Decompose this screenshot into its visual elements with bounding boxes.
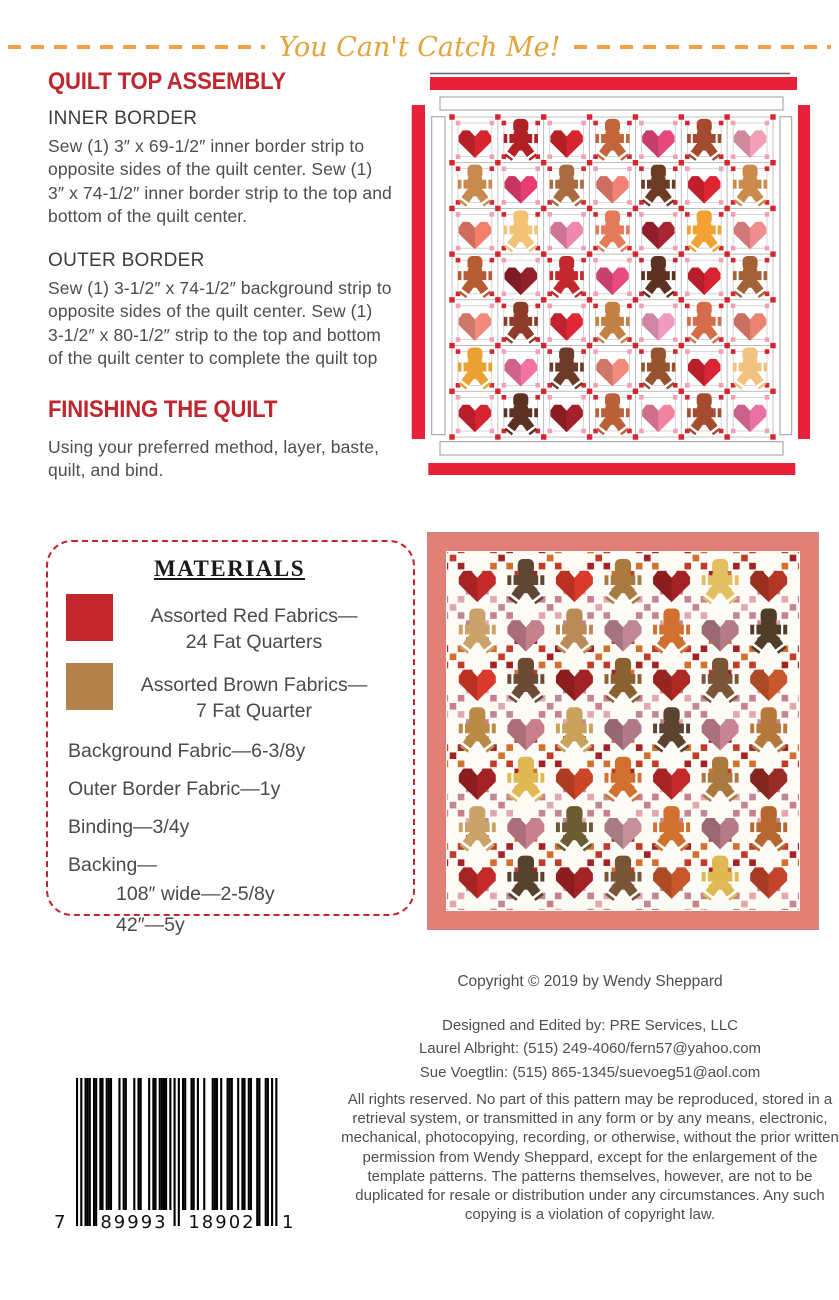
quilt-assembly-diagram [411, 72, 811, 476]
backing-label: Backing— [68, 853, 157, 876]
finishing-heading: FINISHING THE QUILT [48, 396, 278, 424]
materials-box [46, 540, 415, 937]
barcode-digit-right: 1 [282, 1212, 294, 1233]
materials-heading: MATERIALS [153, 556, 306, 581]
brown-fabric-swatch [66, 663, 113, 710]
dash-line-left [8, 45, 265, 49]
dash-line-right [574, 45, 831, 49]
materials-line-binding: Binding—3/4y [68, 815, 190, 838]
backing-sub-line-2: 42″—5y [116, 914, 185, 937]
header-rule [8, 30, 831, 64]
inner-border-heading: INNER BORDER [48, 108, 198, 129]
material-line1: Assorted Red Fabrics— [150, 605, 358, 627]
outer-border-body: Sew (1) 3-1/2″ x 74-1/2″ background strip to opposite sides of the quilt center. Sew (1) 3-1/2″ x 80-1/2″ strip to the top and bottom of the quilt center to complete the quilt top [48, 278, 392, 368]
credits-line-3: Sue Voegtlin: (515) 865-1345/suevoeg51@aol.com [419, 1063, 761, 1081]
material-item-text [151, 604, 358, 655]
copyright-line: Copyright © 2019 by Wendy Sheppard [457, 973, 723, 990]
barcode [52, 1076, 308, 1246]
quilt-photo [427, 532, 819, 930]
credits-line-2: Laurel Albright: (515) 249-4060/fern57@yahoo.com [418, 1040, 762, 1058]
pattern-title: You Can't Catch Me! [278, 31, 561, 63]
barcode-digit-group2: 18902 [188, 1212, 256, 1233]
backing-sub-line-1: 108″ wide—2-5/8y [116, 882, 275, 905]
assembly-section [48, 68, 393, 505]
inner-border-body: Sew (1) 3″ x 69-1/2″ inner border strip to opposite sides of the quilt center. Sew (1) 3″ x 74-1/2″ inner border strip to the top and bottom of the quilt center. [48, 136, 392, 226]
barcode-bars [52, 1076, 308, 1230]
material-line2: 7 Fat Quarter [196, 700, 312, 723]
material-item-red [64, 594, 395, 655]
materials-line-background: Background Fabric—6-3/8y [68, 739, 306, 762]
barcode-digit-group1: 89993 [100, 1212, 168, 1233]
material-line2: 24 Fat Quarters [185, 630, 323, 653]
material-item-text [141, 673, 368, 724]
outer-border-heading: OUTER BORDER [48, 250, 205, 272]
barcode-digit-left: 7 [54, 1212, 66, 1233]
credits-block [340, 1014, 839, 1084]
material-item-brown [64, 663, 395, 724]
material-line1: Assorted Brown Fabrics— [140, 674, 368, 697]
credits-line-1: Designed and Edited by: PRE Services, LLC [442, 1017, 738, 1034]
assembly-heading: QUILT TOP ASSEMBLY [48, 68, 286, 95]
materials-line-outer-border: Outer Border Fabric—1y [68, 777, 281, 800]
red-fabric-swatch [66, 594, 113, 641]
rights-paragraph: All rights reserved. No part of this pattern may be reproduced, stored in a retrieval system, or transmitted in any form or by any means, electronic, mechanical, photocopying, recording, or otherwise, without the prior written permission from Wendy Sheppard, except for the enlargement of the template patterns. The patterns themselves, however, are not to be duplicated for resale or distribution under any circumstances. Any such copying is a violation of copyright law. [341, 1091, 839, 1224]
finishing-body: Using your preferred method, layer, baste, quilt, and bind. [48, 437, 380, 481]
